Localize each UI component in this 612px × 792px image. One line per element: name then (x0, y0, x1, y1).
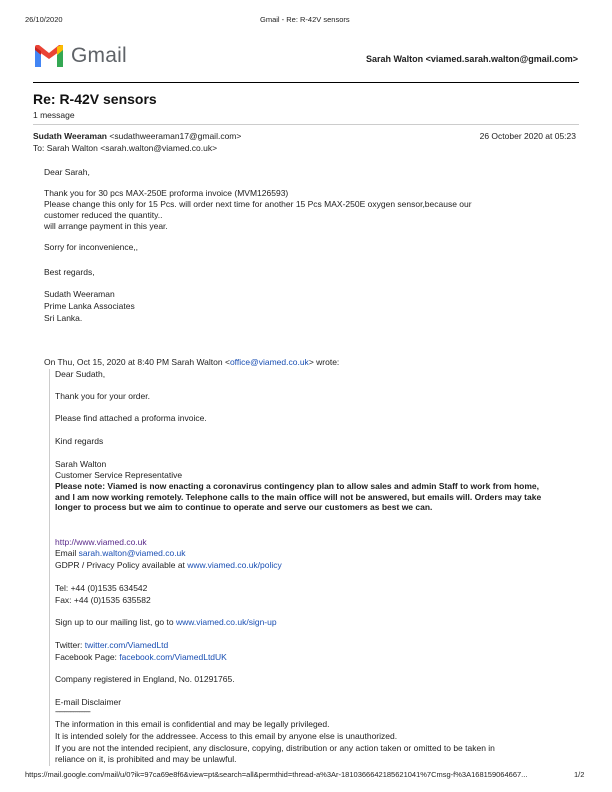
signature-country: Sri Lanka. (44, 313, 83, 323)
header-divider (33, 82, 579, 83)
quote-greeting: Dear Sudath, (55, 369, 106, 379)
quote-intro (44, 357, 339, 367)
mailing-link[interactable]: www.viamed.co.uk/sign-up (175, 617, 277, 627)
gdpr-line (55, 560, 282, 570)
disclaimer-rule: ------------------- (55, 706, 90, 716)
gmail-wordmark: Gmail (71, 44, 127, 67)
body-greeting: Dear Sarah, (44, 167, 90, 177)
message-sender (33, 131, 241, 141)
coronavirus-notice: Please note: Viamed is now enacting a coronavirus contingency plan to allow sales and admin Staff to work from home, and I am now working remotely. Telephone calls to the main office will not be answered, but emails will. Orders may take longer to process but we aim to continue to operate and serve our customers as best we can. (55, 481, 542, 513)
quote-line: Kind regards (55, 436, 104, 446)
disclaimer-line: It is intended solely for the addressee. Access to this email by anyone else is unauthorized. (55, 731, 398, 741)
message-count: 1 message (33, 110, 75, 120)
disclaimer-line: If you are not the intended recipient, any disclosure, copying, distribution or any action taken or omitted to be taken in (55, 743, 495, 753)
quote-line: Please find attached a proforma invoice. (55, 413, 207, 423)
account-identity: Sarah Walton <viamed.sarah.walton@gmail.com> (365, 54, 578, 64)
gmail-logo[interactable] (33, 44, 128, 70)
email-line (55, 548, 186, 558)
twitter-line (55, 640, 168, 650)
disclaimer-title: E-mail Disclaimer (55, 697, 122, 707)
website-link[interactable]: http://www.viamed.co.uk (55, 537, 147, 547)
print-url: https://mail.google.com/mail/u/0?ik=97ca69e8f6&view=pt&search=all&permthid=thread-a%3Ar-1810366642185621041%7Cmsg-f%3A168159064667... (25, 770, 528, 779)
thread-subject: Re: R-42V sensors (33, 91, 157, 107)
company-registration: Company registered in England, No. 01291765. (55, 674, 235, 684)
quote-intro-email-link[interactable]: office@viamed.co.uk (229, 357, 309, 367)
body-line: customer reduced the quantity.. (44, 210, 163, 220)
gdpr-label: GDPR / Privacy Policy available at (55, 560, 188, 570)
sender-name: Sudath Weeraman (33, 131, 108, 141)
body-line: will arrange payment in this year. (44, 221, 168, 231)
disclaimer-line: reliance on it, is prohibited and may be unlawful. (55, 754, 237, 764)
print-date: 26/10/2020 (25, 15, 63, 24)
sender-email: <sudathweeraman17@gmail.com> (109, 131, 242, 141)
tel-line: Tel: +44 (0)1535 634542 (55, 583, 148, 593)
quote-bar (49, 369, 50, 766)
email-label: Email (55, 548, 79, 558)
quote-sig-name: Sarah Walton (55, 459, 107, 469)
facebook-line (55, 652, 227, 662)
email-link[interactable]: sarah.walton@viamed.co.uk (78, 548, 186, 558)
twitter-label: Twitter: (55, 640, 85, 650)
facebook-label: Facebook Page: (55, 652, 120, 662)
quote-intro-suffix: > wrote: (308, 357, 340, 367)
body-line: Sorry for inconvenience,, (44, 242, 139, 252)
facebook-link[interactable]: facebook.com/ViamedLtdUK (119, 652, 227, 662)
message-recipient: To: Sarah Walton <sarah.walton@viamed.co.uk> (33, 143, 218, 153)
body-line: Best regards, (44, 267, 95, 277)
quote-line: Thank you for your order. (55, 391, 150, 401)
thread-divider (33, 124, 579, 125)
print-page-number: 1/2 (574, 770, 585, 779)
mailing-label: Sign up to our mailing list, go to (55, 617, 176, 627)
quote-intro-prefix: On Thu, Oct 15, 2020 at 8:40 PM Sarah Walton < (44, 357, 230, 367)
mailing-line (55, 617, 277, 627)
quote-sig-role: Customer Service Representative (55, 470, 183, 480)
twitter-link[interactable]: twitter.com/ViamedLtd (84, 640, 169, 650)
fax-line: Fax: +44 (0)1535 635582 (55, 595, 151, 605)
signature-name: Sudath Weeraman (44, 289, 115, 299)
print-title: Gmail - Re: R-42V sensors (260, 15, 350, 24)
body-line: Thank you for 30 pcs MAX-250E proforma invoice (MVM126593) (44, 188, 289, 198)
message-date: 26 October 2020 at 05:23 (479, 131, 576, 141)
signature-company: Prime Lanka Associates (44, 301, 135, 311)
gdpr-link[interactable]: www.viamed.co.uk/policy (187, 560, 282, 570)
gmail-m-icon (33, 45, 65, 69)
disclaimer-line: The information in this email is confidential and may be legally privileged. (55, 719, 330, 729)
body-line: Please change this only for 15 Pcs. will order next time for another 15 Pcs MAX-250E oxygen sensor,because our (44, 199, 472, 209)
